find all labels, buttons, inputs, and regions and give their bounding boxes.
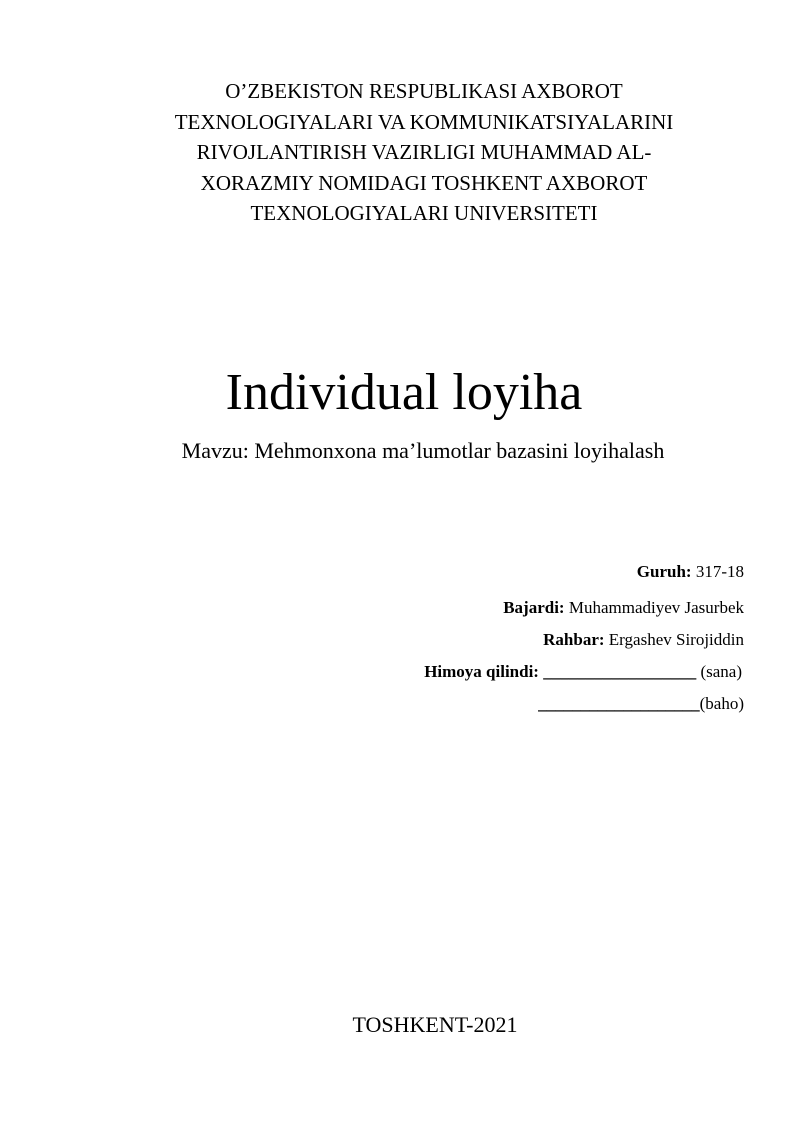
grade-suffix: (baho)	[699, 694, 744, 713]
performer-label: Bajardi:	[503, 598, 565, 617]
city-year: TOSHKENT-2021	[352, 1012, 518, 1037]
defended-line	[424, 660, 742, 684]
defended-date-blank: __________________	[538, 662, 697, 681]
performer-value: Muhammadiyev Jasurbek	[564, 598, 744, 617]
supervisor-line	[543, 628, 744, 652]
institution-line: TEXNOLOGIYALARI VA KOMMUNIKATSIYALARINI	[174, 109, 674, 134]
institution-line: XORAZMIY NOMIDAGI TOSHKENT AXBOROT	[200, 170, 648, 195]
group-value: 317-18	[691, 562, 744, 581]
defended-label: Himoya qilindi:	[424, 662, 539, 681]
group-label: Guruh:	[636, 562, 692, 581]
institution-line: TEXNOLOGIYALARI UNIVERSITETI	[250, 201, 598, 225]
institution-line: O’ZBEKISTON RESPUBLIKASI AXBOROT	[225, 79, 623, 103]
document-title: Individual loyiha	[225, 364, 583, 421]
defended-date-suffix: (sana)	[696, 662, 742, 681]
grade-line	[538, 692, 744, 716]
supervisor-label: Rahbar:	[543, 630, 605, 649]
document-topic: Mavzu: Mehmonxona ma’lumotlar bazasini loyihalash	[181, 438, 665, 463]
institution-line: RIVOJLANTIRISH VAZIRLIGI MUHAMMAD AL-	[196, 140, 652, 164]
institution-header	[0, 76, 800, 229]
performer-line	[503, 596, 744, 620]
group-line	[637, 560, 744, 584]
supervisor-value: Ergashev Sirojiddin	[604, 630, 744, 649]
grade-blank: ___________________	[538, 694, 700, 713]
